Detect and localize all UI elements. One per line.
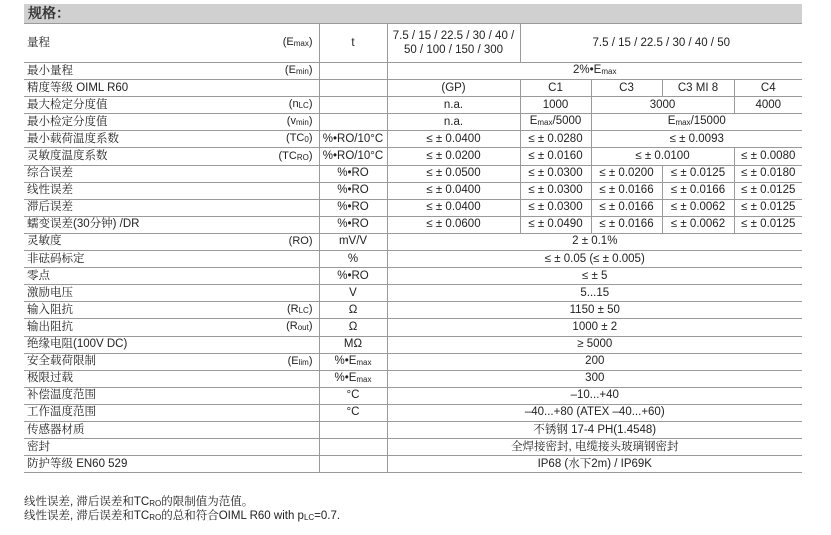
footnote-2: 线性误差, 滞后误差和$TC_{RO}$的总和符合OIML R60 with $p_{LC}=0.7$. [24,510,341,522]
row-symbol [239,456,319,473]
value-cell: 7.5 / 15 / 22.5 / 30 / 40 / 50 / 100 / 150 / 300 [387,24,520,63]
table-row [24,24,802,63]
value-cell: ≤ ± 0.0093 [591,131,802,148]
table-row [24,387,802,404]
value-cell: ≤ ± 0.0166 [591,216,662,233]
row-unit: Ω [319,319,387,336]
value-cell: 200 [387,353,802,370]
row-symbol: $(TC_0)$ [239,131,319,148]
value-cell: ≤ ± 0.0500 [387,165,520,182]
value-cell: ≤ ± 0.0062 [662,216,734,233]
table-row [24,97,802,114]
value-cell: (GP) [387,80,520,97]
value-cell: 不锈钢 17-4 PH(1.4548) [387,421,802,438]
table-row [24,182,802,199]
row-label: 线性误差 [24,182,239,199]
row-symbol: $(R_{out})$ [239,319,319,336]
value-cell: ≤ ± 0.0080 [734,148,802,165]
row-symbol [239,216,319,233]
value-cell: 5...15 [387,285,802,302]
value-cell: 全焊接密封, 电缆接头玻璃钢密封 [387,439,802,456]
row-label: 最小量程 [24,63,239,80]
table-row [24,404,802,421]
value-cell: ≤ ± 0.0200 [387,148,520,165]
table-row [24,251,802,268]
row-unit: Ω [319,302,387,319]
row-symbol [239,336,319,353]
value-cell: ≤ ± 0.0062 [662,199,734,216]
table-row [24,302,802,319]
value-cell: ≤ ± 0.0400 [387,182,520,199]
table-row [24,319,802,336]
value-cell: 7.5 / 15 / 22.5 / 30 / 40 / 50 [520,24,802,63]
value-cell: 1000 [520,97,591,114]
row-unit: $\%•E_{max}$ [319,353,387,370]
value-cell: $2\%•E_{max}$ [387,63,802,80]
row-label: 精度等级 OIML R60 [24,80,239,97]
row-label: 安全载荷限制 [24,353,239,370]
row-symbol: $(E_{max})$ [239,24,319,63]
value-cell: ≤ ± 0.0125 [734,182,802,199]
row-symbol [239,251,319,268]
value-cell: 1150 ± 50 [387,302,802,319]
row-label: 最小检定分度值 [24,114,239,131]
row-unit: °C [319,404,387,421]
row-unit [319,97,387,114]
row-unit: %•RO [319,199,387,216]
value-cell: 1000 ± 2 [387,319,802,336]
row-label: 输出阻抗 [24,319,239,336]
row-label: 输入阻抗 [24,302,239,319]
value-cell: ≤ ± 0.0166 [591,182,662,199]
row-label: 量程 [24,24,239,63]
row-unit [319,114,387,131]
row-label: 防护等级 EN60 529 [24,456,239,473]
value-cell: ≤ ± 0.0300 [520,182,591,199]
row-symbol [239,165,319,182]
value-cell: C1 [520,80,591,97]
table-row [24,148,802,165]
value-cell: ≤ ± 0.0125 [734,199,802,216]
row-symbol [239,285,319,302]
row-symbol [239,199,319,216]
table-row [24,199,802,216]
value-cell: ≤ ± 0.0166 [591,199,662,216]
value-cell: $E_{max}/15000$ [591,114,802,131]
value-cell: ≤ ± 0.0125 [662,165,734,182]
row-unit [319,80,387,97]
row-unit: V [319,285,387,302]
row-symbol [239,80,319,97]
value-cell: ≤ ± 5 [387,268,802,285]
row-unit: %•RO [319,165,387,182]
value-cell: ≤ ± 0.0125 [734,216,802,233]
row-label: 灵敏度温度系数 [24,148,239,165]
table-row [24,80,802,97]
section-title: 规格： [24,4,802,23]
row-unit: %•RO/10°C [319,131,387,148]
row-symbol: $(R_{LC})$ [239,302,319,319]
table-row [24,370,802,387]
value-cell: ≤ ± 0.0600 [387,216,520,233]
table-row [24,353,802,370]
table-row [24,456,802,473]
row-label: 综合误差 [24,165,239,182]
row-symbol: $(E_{lim})$ [239,353,319,370]
row-unit: %•RO/10°C [319,148,387,165]
row-unit: %•RO [319,268,387,285]
table-row [24,63,802,80]
footnote-1: 线性误差, 滞后误差和$TC_{RO}$的限制值为范值。 [24,496,254,508]
row-symbol [239,404,319,421]
value-cell: ≤ ± 0.0166 [662,182,734,199]
table-row [24,421,802,438]
value-cell: C4 [734,80,802,97]
value-cell: ≤ ± 0.0280 [520,131,591,148]
row-symbol [239,421,319,438]
row-unit [319,421,387,438]
row-label: 激励电压 [24,285,239,302]
row-label: 最小载荷温度系数 [24,131,239,148]
value-cell: 300 [387,370,802,387]
row-label: 非砝码标定 [24,251,239,268]
row-label: 传感器材质 [24,421,239,438]
table-row [24,165,802,182]
row-unit: MΩ [319,336,387,353]
value-cell: $E_{max}/5000$ [520,114,591,131]
row-symbol: (RO) [239,233,319,250]
value-cell: ≤ ± 0.0490 [520,216,591,233]
row-label: 最大检定分度值 [24,97,239,114]
row-symbol: $(E_{min})$ [239,63,319,80]
row-unit: mV/V [319,233,387,250]
row-unit [319,439,387,456]
value-cell: ≤ ± 0.0100 [591,148,734,165]
row-symbol [239,370,319,387]
row-label: 密封 [24,439,239,456]
row-label: 零点 [24,268,239,285]
spec-table [24,23,802,473]
value-cell: –10...+40 [387,387,802,404]
table-row [24,285,802,302]
row-unit: $\%•E_{max}$ [319,370,387,387]
value-cell: IP68 (水下2m) / IP69K [387,456,802,473]
table-row [24,233,802,250]
row-symbol [239,439,319,456]
row-label: 绝缘电阻(100V DC) [24,336,239,353]
row-unit: t [319,24,387,63]
row-unit [319,456,387,473]
value-cell: C3 [591,80,662,97]
value-cell: ≤ ± 0.0180 [734,165,802,182]
row-symbol: $(n_{LC})$ [239,97,319,114]
value-cell: ≤ ± 0.0300 [520,199,591,216]
row-label: 灵敏度 [24,233,239,250]
row-label: 极限过载 [24,370,239,387]
row-unit: %•RO [319,182,387,199]
row-unit: % [319,251,387,268]
value-cell: C3 MI 8 [662,80,734,97]
table-row [24,216,802,233]
row-symbol: $(v_{min})$ [239,114,319,131]
row-unit: °C [319,387,387,404]
footnotes [24,496,340,524]
value-cell: 3000 [591,97,734,114]
row-symbol [239,387,319,404]
table-row [24,268,802,285]
value-cell: 2 ± 0.1% [387,233,802,250]
row-label: 蠕变误差(30分钟) /DR [24,216,239,233]
value-cell: 4000 [734,97,802,114]
row-label: 补偿温度范围 [24,387,239,404]
row-symbol: $(TC_{RO})$ [239,148,319,165]
table-row [24,439,802,456]
value-cell: ≤ ± 0.0300 [520,165,591,182]
value-cell: ≤ ± 0.0400 [387,131,520,148]
table-row [24,131,802,148]
value-cell: n.a. [387,114,520,131]
value-cell: ≤ ± 0.05 (≤ ± 0.005) [387,251,802,268]
row-symbol [239,268,319,285]
row-unit: %•RO [319,216,387,233]
row-symbol [239,182,319,199]
value-cell: ≤ ± 0.0400 [387,199,520,216]
row-label: 滞后误差 [24,199,239,216]
table-row [24,114,802,131]
value-cell: n.a. [387,97,520,114]
value-cell: –40...+80 (ATEX –40...+60) [387,404,802,421]
value-cell: ≤ ± 0.0200 [591,165,662,182]
row-label: 工作温度范围 [24,404,239,421]
value-cell: ≥ 5000 [387,336,802,353]
value-cell: ≤ ± 0.0160 [520,148,591,165]
row-unit [319,63,387,80]
table-row [24,336,802,353]
